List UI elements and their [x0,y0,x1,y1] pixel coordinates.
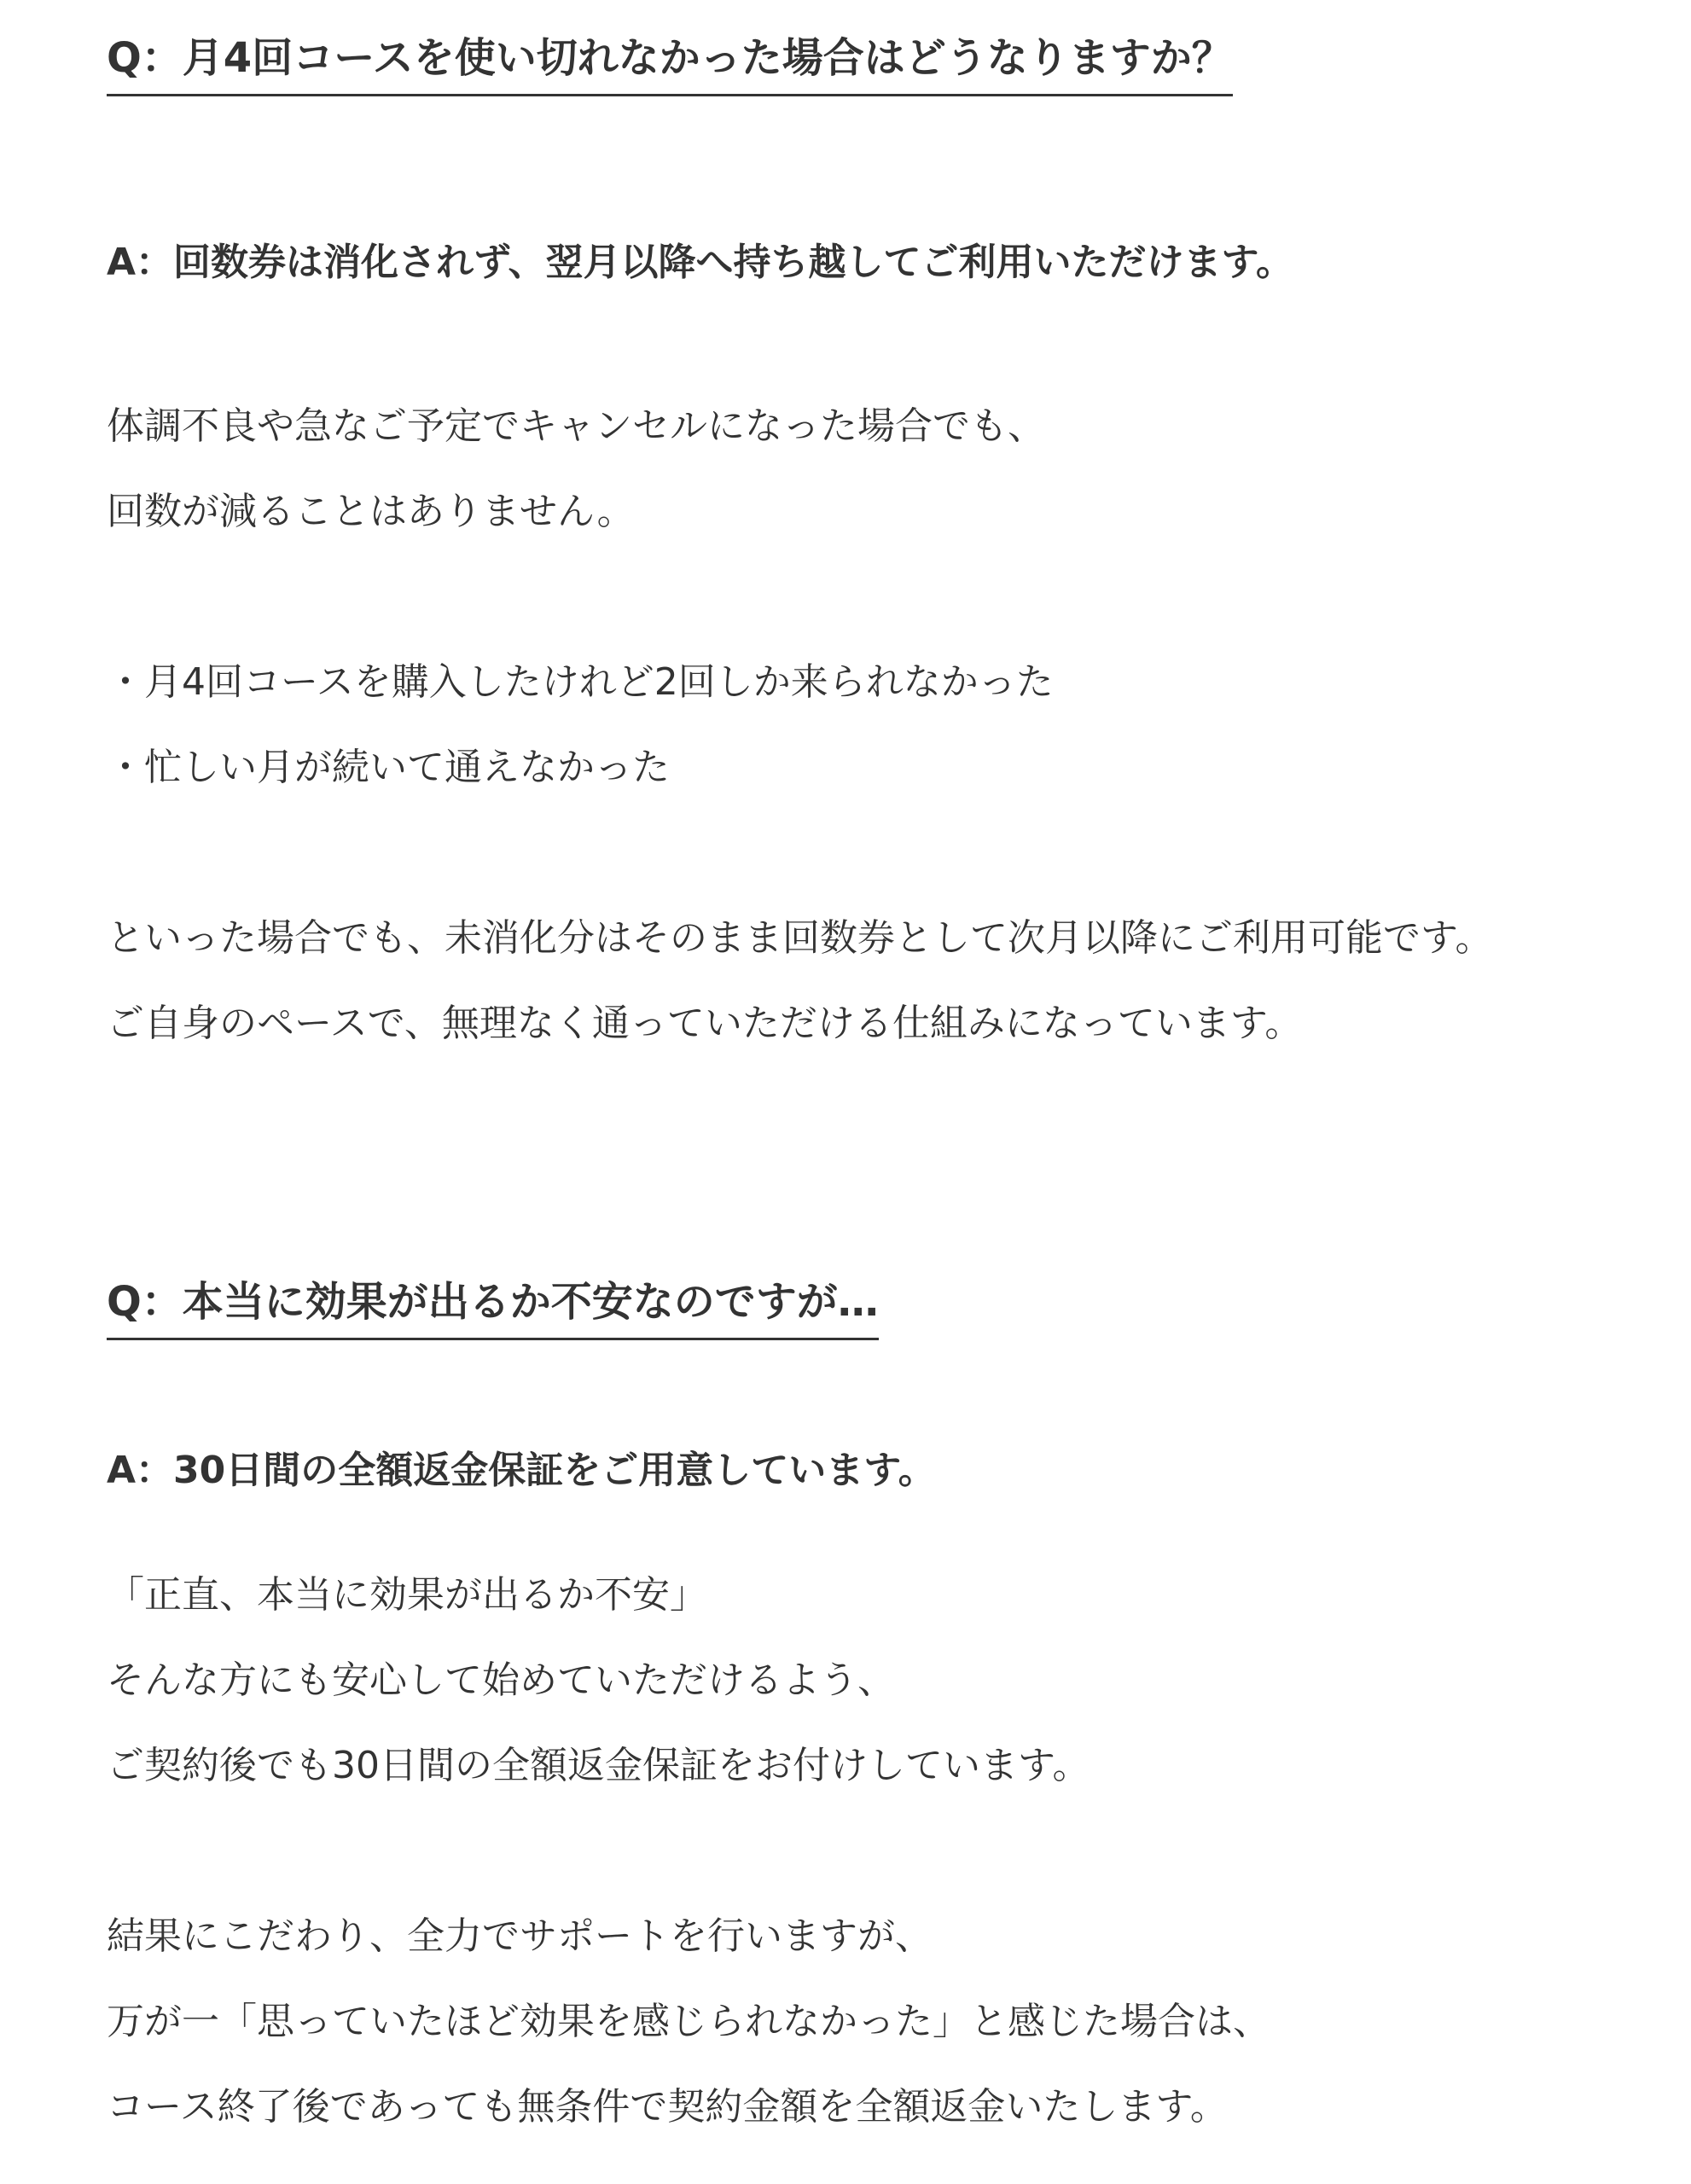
faq-body-2 [107,1553,1270,2150]
faq-body-line [107,1809,1270,1894]
faq-body-line: そんな方にも安心して始めていただけるよう、 [107,1658,895,1702]
faq-body-line: ご自身のペースで、無理なく通っていただける仕組みになっています。 [107,1002,1303,1045]
faq-body-line: 回数が減ることはありません。 [107,490,635,533]
faq-answer-2: A：30日間の全額返金保証をご用意しています。 [107,1449,936,1492]
faq-body-1 [107,384,1492,1066]
faq-body-line: 万が一「思っていたほど効果を感じられなかった」と感じた場合は、 [107,2000,1270,2043]
faq-question-1: Q：月4回コースを使い切れなかった場合はどうなりますか？ [107,34,1233,96]
faq-item-1 [107,34,1691,1045]
faq-body-line [107,555,1492,640]
faq-body-line: 結果にこだわり、全力でサポートを行いますが、 [107,1914,933,1958]
faq-body-line: コース終了後であっても無条件で契約金額を全額返金いたします。 [107,2085,1228,2129]
faq-body-line: 「正直、本当に効果が出るか不安」 [107,1573,707,1617]
faq-body-line: 体調不良や急なご予定でキャンセルになった場合でも、 [107,404,1045,448]
faq-body-line [107,810,1492,896]
faq-question-2: Q：本当に効果が出るか不安なのですが… [107,1278,879,1340]
faq-body-line: といった場合でも、未消化分はそのまま回数券として次月以降にご利用可能です。 [107,916,1493,960]
faq-body-line: ・忙しい月が続いて通えなかった [107,746,670,789]
faq-body-line: ご契約後でも30日間の全額返金保証をお付けしています。 [107,1744,1090,1787]
faq-body-line: ・月4回コースを購入したけれど2回しか来られなかった [107,660,1054,704]
faq-item-2 [107,1278,1691,2129]
faq-answer-1: A：回数券は消化されず、翌月以降へ持ち越してご利用いただけます。 [107,241,1294,284]
